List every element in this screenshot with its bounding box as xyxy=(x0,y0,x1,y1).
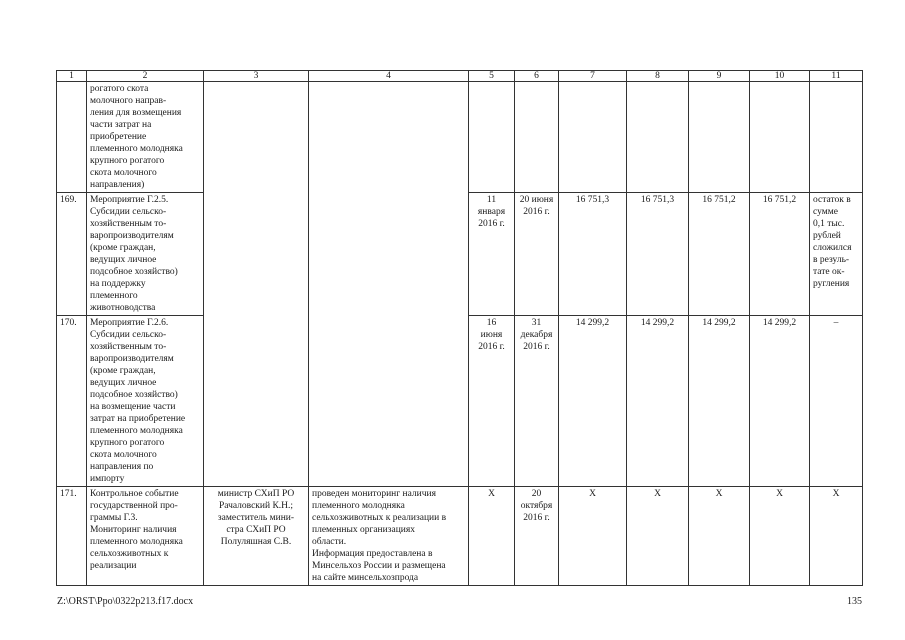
page-number: 135 xyxy=(847,596,862,607)
column-number-9: 9 xyxy=(689,71,750,82)
responsible-person xyxy=(204,82,309,487)
table-row xyxy=(57,487,863,586)
value-col10: 14 299,2 xyxy=(750,316,810,487)
value-col10 xyxy=(750,82,810,193)
value-col9 xyxy=(689,82,750,193)
note xyxy=(810,82,863,193)
value-col7: Х xyxy=(559,487,627,586)
row-number: 171. xyxy=(57,487,87,586)
start-date: Х xyxy=(469,487,515,586)
value-col10: Х xyxy=(750,487,810,586)
column-number-3: 3 xyxy=(204,71,309,82)
report-table xyxy=(56,70,863,586)
value-col7 xyxy=(559,82,627,193)
column-number-5: 5 xyxy=(469,71,515,82)
footer-file-path: Z:\ORST\Ppo\0322p213.f17.docx xyxy=(57,596,194,607)
column-number-2: 2 xyxy=(87,71,204,82)
end-date: 31 декабря 2016 г. xyxy=(515,316,559,487)
note: остаток в сумме 0,1 тыс. рублей сложился в резуль- тате ок- ругления xyxy=(810,193,863,316)
value-col8: Х xyxy=(627,487,689,586)
column-number-11: 11 xyxy=(810,71,863,82)
column-number-4: 4 xyxy=(309,71,469,82)
column-number-7: 7 xyxy=(559,71,627,82)
responsible-person: министр СХиП РО Рачаловский К.Н.; заместитель мини- стра СХиП РО Полуляшная С.В. xyxy=(204,487,309,586)
column-number-6: 6 xyxy=(515,71,559,82)
result-description xyxy=(309,82,469,487)
end-date: 20 июня 2016 г. xyxy=(515,193,559,316)
measure-name: рогатого скота молочного направ- ления для возмещения части затрат на приобретение племенного молодняка крупного рогатого скота молочного направления) xyxy=(87,82,204,193)
row-number: 170. xyxy=(57,316,87,487)
column-number-10: 10 xyxy=(750,71,810,82)
value-col9: Х xyxy=(689,487,750,586)
end-date xyxy=(515,82,559,193)
value-col8: 16 751,3 xyxy=(627,193,689,316)
measure-name: Контрольное событие государственной про- граммы Г.3. Мониторинг наличия племенного молодняка сельхозживотных к реализации xyxy=(87,487,204,586)
measure-name: Мероприятие Г.2.5. Субсидии сельско- хозяйственным то- варопроизводителям (кроме граждан, ведущих личное подсобное хозяйство) на поддержку племенного животноводства xyxy=(87,193,204,316)
value-col7: 14 299,2 xyxy=(559,316,627,487)
column-number-1: 1 xyxy=(57,71,87,82)
table-row xyxy=(57,82,863,193)
note: Х xyxy=(810,487,863,586)
value-col9: 16 751,2 xyxy=(689,193,750,316)
note: – xyxy=(810,316,863,487)
value-col9: 14 299,2 xyxy=(689,316,750,487)
table-header-row xyxy=(57,71,863,82)
row-number: 169. xyxy=(57,193,87,316)
start-date xyxy=(469,82,515,193)
value-col8 xyxy=(627,82,689,193)
end-date: 20 октября 2016 г. xyxy=(515,487,559,586)
row-number xyxy=(57,82,87,193)
value-col7: 16 751,3 xyxy=(559,193,627,316)
start-date: 16 июня 2016 г. xyxy=(469,316,515,487)
result-description: проведен мониторинг наличия племенного молодняка сельхозживотных к реализации в племенных организациях области. Информация предоставлена в Минсельхоз России и размещена на сайте минсельхозпрода xyxy=(309,487,469,586)
start-date: 11 января 2016 г. xyxy=(469,193,515,316)
value-col10: 16 751,2 xyxy=(750,193,810,316)
value-col8: 14 299,2 xyxy=(627,316,689,487)
column-number-8: 8 xyxy=(627,71,689,82)
measure-name: Мероприятие Г.2.6. Субсидии сельско- хозяйственным то- варопроизводителям (кроме граждан, ведущих личное подсобное хозяйство) на возмещение части затрат на приобретение племенного молодняка крупного рогатого скота молочного направления по импорту xyxy=(87,316,204,487)
